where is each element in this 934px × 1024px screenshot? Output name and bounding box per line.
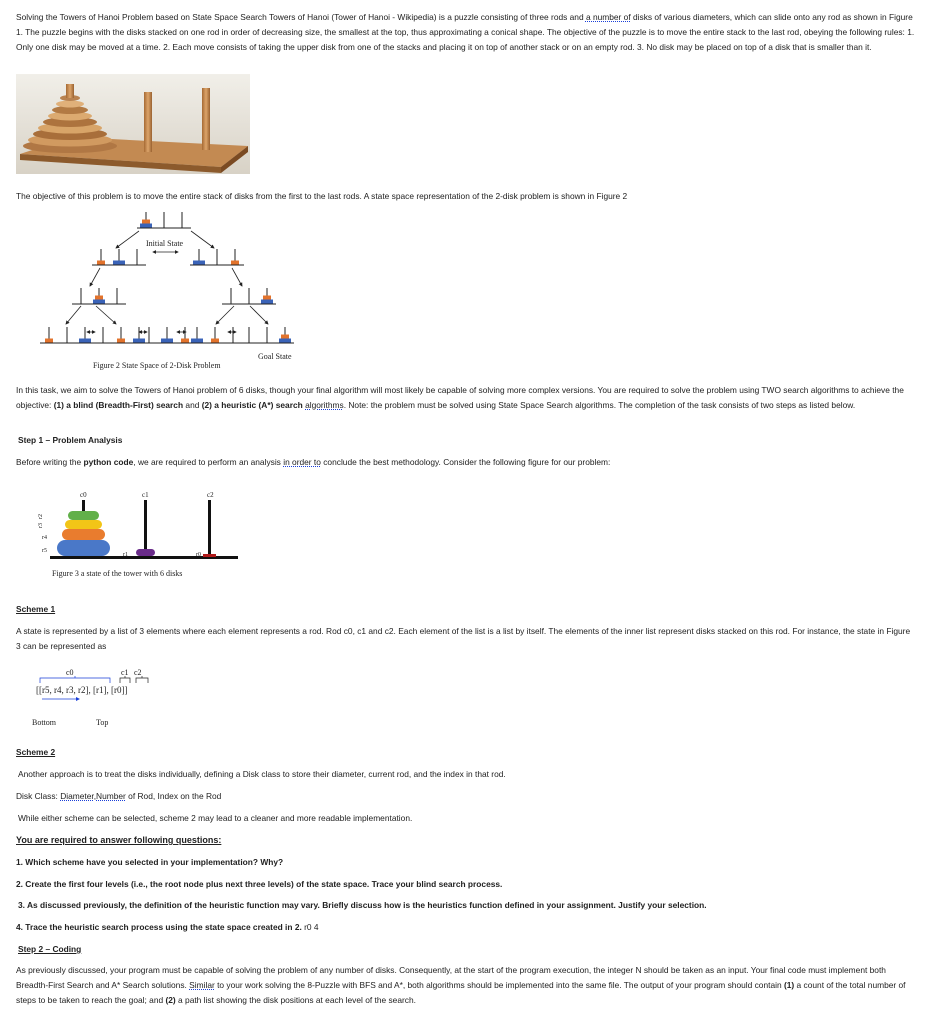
step2-heading: Step 2 – Coding [18, 944, 82, 954]
fig2-large-disk [261, 300, 273, 304]
fig3-disk-r5 [57, 540, 110, 556]
fig3-disk-r2 [68, 511, 99, 520]
scheme1-list: [[r5, r4, r3, r2], [r1], [r0]] [36, 685, 128, 695]
fig2-small-disk [263, 296, 271, 300]
scheme2-heading: Scheme 2 [16, 747, 56, 757]
fig3-rod-label-c2: c2 [207, 491, 214, 499]
fig3-label-r2: r2 [38, 514, 44, 519]
fig2-small-disk [142, 220, 150, 224]
question-4-text: 4. Trace the heuristic search process using the state space created in 2. [16, 922, 302, 932]
fig3-label-r5: r5 [42, 548, 47, 554]
figure3-tower-state [30, 488, 250, 583]
fig2-state-l3b [94, 327, 148, 343]
disk-class-link: Diameter,Number [60, 791, 126, 801]
fig2-large-disk [140, 224, 152, 228]
disk-class-line [16, 789, 221, 804]
fig2-state-l1b [190, 249, 244, 265]
fig2-state-l1a [92, 249, 146, 265]
task-link: algorithms [305, 400, 344, 410]
fig2-large-disk [191, 339, 203, 343]
intro-link: a number of [585, 12, 631, 22]
objective-paragraph: The objective of this problem is to move the entire stack of disks from the first to the last rods. A state space representation of the 2-disk problem is shown in Figure 2 [16, 191, 628, 201]
intro-paragraph [16, 10, 916, 55]
fig2-small-disk [45, 339, 53, 343]
task-text-b: and [183, 400, 202, 410]
fig2-caption: Figure 2 State Space of 2-Disk Problem [93, 361, 221, 370]
fig3-rod-label-c0: c0 [80, 491, 87, 499]
analysis-bold: python code [83, 457, 134, 467]
analysis-text-c: conclude the best methodology. Consider the following figure for our problem: [320, 457, 611, 467]
analysis-paragraph [16, 455, 916, 470]
fig2-large-disk [193, 261, 205, 265]
scheme2-paragraph: Another approach is to treat the disks individually, defining a Disk class to store their diameter, current rod, and the index in that rod. [18, 769, 506, 779]
scheme1-top-label: Top [96, 718, 109, 727]
analysis-link: in order to [283, 457, 321, 467]
task-bold-bfs: (1) a blind (Breadth-First) search [53, 400, 184, 410]
step1-heading: Step 1 – Problem Analysis [18, 435, 123, 445]
coding-text-b: to your work solving the 8-Puzzle with BFS and A*, both algorithms should be implemented into the same file. The output of your program should contain [214, 980, 784, 990]
fig2-small-disk [181, 339, 189, 343]
fig3-label-r4: r4 [42, 535, 47, 541]
figure2-state-space [36, 208, 306, 373]
task-text-a: In this task, we aim to solve the Towers of Hanoi problem of 6 disks, though your final algorithm will most likely be capable of solving more complex versions. You are required to solve the problem using TWO search algorithms to achieve the objective: [16, 385, 904, 410]
fig2-state-l2a [72, 288, 126, 304]
coding-bold-2: (2) [165, 995, 176, 1005]
coding-bold-1: (1) [783, 980, 795, 990]
fig2-state-initial [137, 212, 191, 228]
scheme1-bottom-label: Bottom [32, 718, 57, 727]
question-4 [16, 920, 319, 935]
fig2-large-disk [79, 339, 91, 343]
analysis-text-a: Before writing the [16, 457, 84, 467]
fig2-state-l3a [40, 327, 94, 343]
fig2-large-disk [279, 339, 291, 343]
task-text-d: . Note: the problem must be solved using State Space Search algorithms. The completion of the task consists of two steps as listed below. [343, 400, 856, 410]
task-bold-astar: (2) a heuristic (A*) search [201, 400, 303, 410]
fig3-caption: Figure 3 a state of the tower with 6 disks [52, 569, 183, 578]
intro-text-b: disks of various diameters, which can slide onto any rod as shown in Figure 1. The puzzle begins with the disks stacked on one rod in order of decreasing size, the smallest at the top, thus approximating a conical shape. The objective of the puzzle is to move the entire stack to the last rod, obeying the following rules: 1. Only one disk may be moved at a time. 2. Each move consists of taking the upper disk from one of the stacks and placing it on top of another stack or on an empty rod. 3. No disk may be placed on top of a disk that is smaller than it. [16, 12, 915, 52]
task-paragraph [16, 383, 916, 413]
fig2-small-disk [95, 296, 103, 300]
coding-link: Similar [189, 980, 215, 990]
coding-text-a: As previously discussed, your program must be capable of solving the problem of any number of disks. Consequently, at the start of the program execution, the integer N should be taken as an input. Your final code must implement both Breadth-First Search and A* Search solutions. [16, 965, 886, 990]
fig3-rod-c2 [208, 500, 211, 556]
disk-class-rest: of Rod, Index on the Rod [125, 791, 222, 801]
coding-text-d: a path list showing the disk positions at each level of the search. [175, 995, 416, 1005]
fig3-label-r3: r3 [38, 523, 44, 528]
scheme1-label-c1: c1 [121, 668, 129, 677]
fig2-state-goal [240, 327, 294, 343]
scheme1-label-c0: c0 [66, 668, 74, 677]
question-2: 2. Create the first four levels (i.e., the root node plus next three levels) of the state space. Trace your blind search process. [16, 879, 503, 889]
coding-paragraph [16, 963, 916, 1008]
fig2-initial-label: Initial State [146, 239, 184, 248]
fig2-small-disk [117, 339, 125, 343]
fig2-state-l2b [222, 288, 276, 304]
question-1: 1. Which scheme have you selected in your implementation? Why? [16, 857, 284, 867]
photo-rod-3 [202, 88, 210, 150]
scheme1-label-c2: c2 [134, 668, 142, 677]
question-3: 3. As discussed previously, the definition of the heuristic function may vary. Briefly discuss how is the heuristics function defined in your assignment. Justify your selection. [18, 900, 707, 910]
fig2-small-disk [281, 335, 289, 339]
fig3-disk-r3 [65, 520, 102, 529]
fig2-large-disk [113, 261, 125, 265]
fig3-rod-c1 [144, 500, 147, 556]
fig2-large-disk [161, 339, 173, 343]
fig2-state-l3d [188, 327, 242, 343]
coding-text-c: a count of the total number of steps to be taken to reach the goal; and [16, 980, 906, 1005]
fig2-small-disk [97, 261, 105, 265]
fig2-small-disk [211, 339, 219, 343]
fig2-large-disk [133, 339, 145, 343]
analysis-text-b: , we are required to perform an analysis [133, 457, 284, 467]
fig2-large-disk [93, 300, 105, 304]
fig3-label-r0: r0 [196, 552, 201, 558]
fig3-disk-r1 [136, 549, 155, 556]
scheme1-paragraph: A state is represented by a list of 3 elements where each element represents a rod. Rod c0, c1 and c2. Each element of the list is a list by itself. The elements of the inner list represent disks stacked on this rod. For instance, the state in Figure 3 can be represented as [16, 626, 911, 651]
disk-class-label: Disk Class: [16, 791, 61, 801]
intro-text-a: Solving the Towers of Hanoi Problem based on State Space Search Towers of Hanoi (Tower of Hanoi - Wikipedia) is a puzzle consisting of three rods and [16, 12, 586, 22]
photo-rod-2 [144, 92, 152, 152]
scheme2-note: While either scheme can be selected, scheme 2 may lead to a cleaner and more readable implementation. [18, 813, 413, 823]
scheme1-list-diagram [28, 665, 188, 735]
fig2-state-l3c [140, 327, 194, 343]
scheme1-heading: Scheme 1 [16, 604, 56, 614]
fig3-rod-label-c1: c1 [142, 491, 149, 499]
fig3-label-r1: r1 [123, 552, 128, 558]
fig2-small-disk [231, 261, 239, 265]
fig3-disk-r0 [203, 554, 216, 557]
fig2-goal-label: Goal State [258, 352, 292, 361]
figure1-photo [16, 74, 250, 174]
questions-heading: You are required to answer following questions: [16, 835, 222, 845]
question-4-tail: r0 4 [301, 922, 319, 932]
fig3-disk-r4 [62, 529, 105, 540]
